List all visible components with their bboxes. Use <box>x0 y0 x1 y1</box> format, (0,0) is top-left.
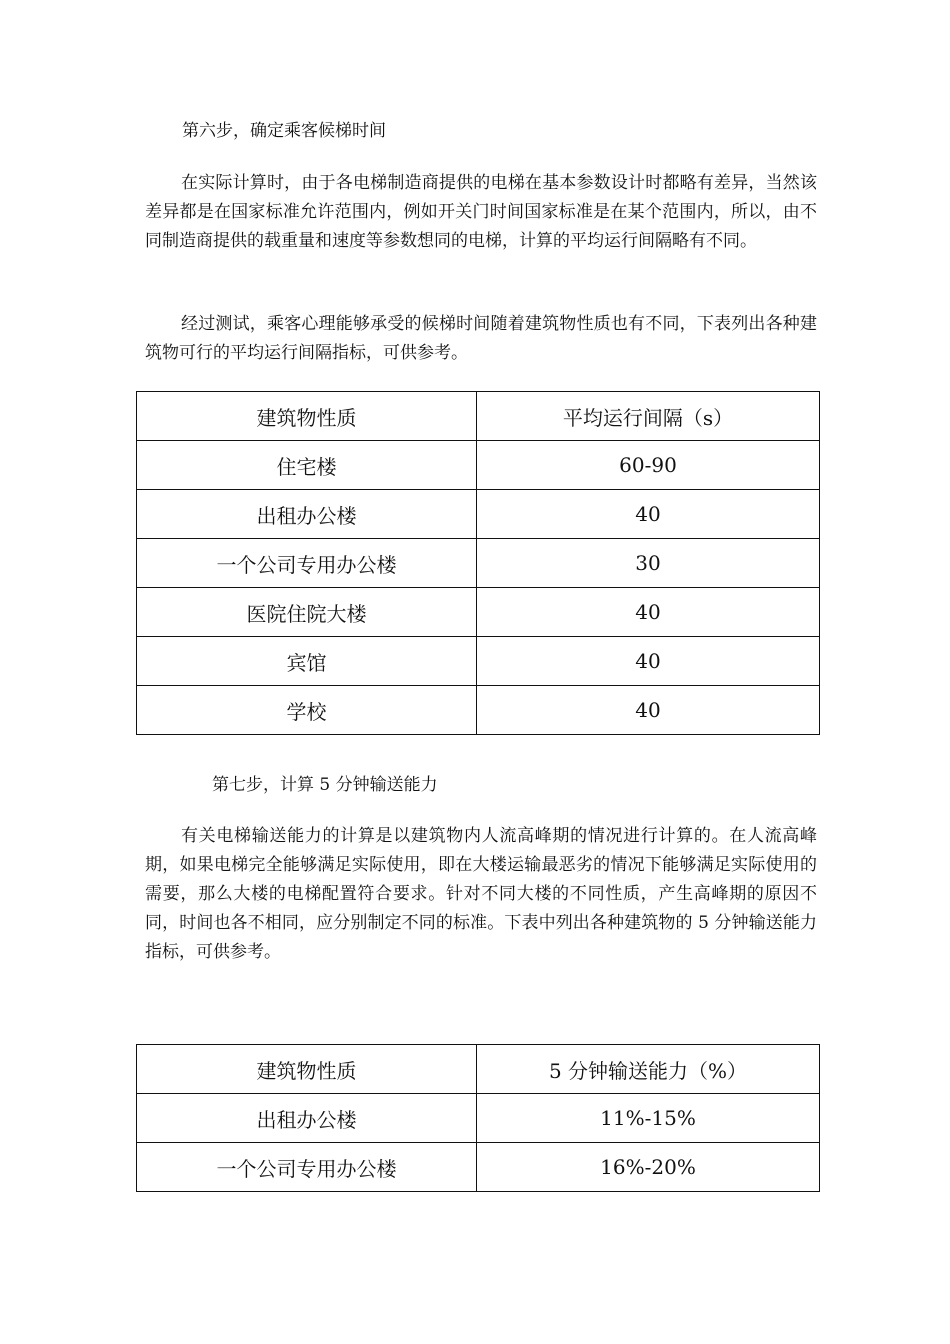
table-cell: 40 <box>477 490 820 539</box>
table-header-cell: 5 分钟输送能力（%） <box>477 1045 820 1094</box>
table-cell: 一个公司专用办公楼 <box>137 539 477 588</box>
section7-paragraph-1: 有关电梯输送能力的计算是以建筑物内人流高峰期的情况进行计算的。在人流高峰期，如果电梯完全能够满足实际使用，即在大楼运输最恶劣的情况下能够满足实际使用的需要，那么大楼的电梯配置符合要求。针对不同大楼的不同性质，产生高峰期的原因不同，时间也各不相同，应分别制定不同的标准。下表中列出各种建筑物的 5 分钟输送能力指标，可供参考。 <box>145 826 817 962</box>
run-interval-table <box>136 391 820 735</box>
table-header-cell: 平均运行间隔（s） <box>477 392 820 441</box>
table-row <box>137 441 820 490</box>
table-row <box>137 1094 820 1143</box>
table-cell: 40 <box>477 686 820 735</box>
transport-capacity-table <box>136 1044 820 1192</box>
section6-paragraph-1: 在实际计算时，由于各电梯制造商提供的电梯在基本参数设计时都略有差异，当然该差异都是在国家标准允许范围内，例如开关门时间国家标准是在某个范围内，所以，由不同制造商提供的载重量和速度等参数想同的电梯，计算的平均运行间隔略有不同。 <box>145 173 817 251</box>
table-cell: 出租办公楼 <box>137 490 477 539</box>
section7-heading: 第七步，计算 5 分钟输送能力 <box>212 775 438 795</box>
table-cell: 一个公司专用办公楼 <box>137 1143 477 1192</box>
table-header-row <box>137 392 820 441</box>
table-row <box>137 1143 820 1192</box>
table-row <box>137 686 820 735</box>
table-cell: 30 <box>477 539 820 588</box>
table-cell: 16%-20% <box>477 1143 820 1192</box>
table-cell: 医院住院大楼 <box>137 588 477 637</box>
table-cell: 出租办公楼 <box>137 1094 477 1143</box>
table-row <box>137 490 820 539</box>
section6-paragraph-2: 经过测试，乘客心理能够承受的候梯时间随着建筑物性质也有不同，下表列出各种建筑物可行的平均运行间隔指标，可供参考。 <box>145 314 817 363</box>
table-header-cell: 建筑物性质 <box>137 1045 477 1094</box>
table-cell: 40 <box>477 637 820 686</box>
table-header-row <box>137 1045 820 1094</box>
table-cell: 宾馆 <box>137 637 477 686</box>
table-cell: 60-90 <box>477 441 820 490</box>
section6-heading: 第六步，确定乘客候梯时间 <box>182 121 386 141</box>
table-header-cell: 建筑物性质 <box>137 392 477 441</box>
table-row <box>137 539 820 588</box>
table-cell: 40 <box>477 588 820 637</box>
table-cell: 学校 <box>137 686 477 735</box>
table-row <box>137 637 820 686</box>
table-cell: 住宅楼 <box>137 441 477 490</box>
table-row <box>137 588 820 637</box>
table-cell: 11%-15% <box>477 1094 820 1143</box>
